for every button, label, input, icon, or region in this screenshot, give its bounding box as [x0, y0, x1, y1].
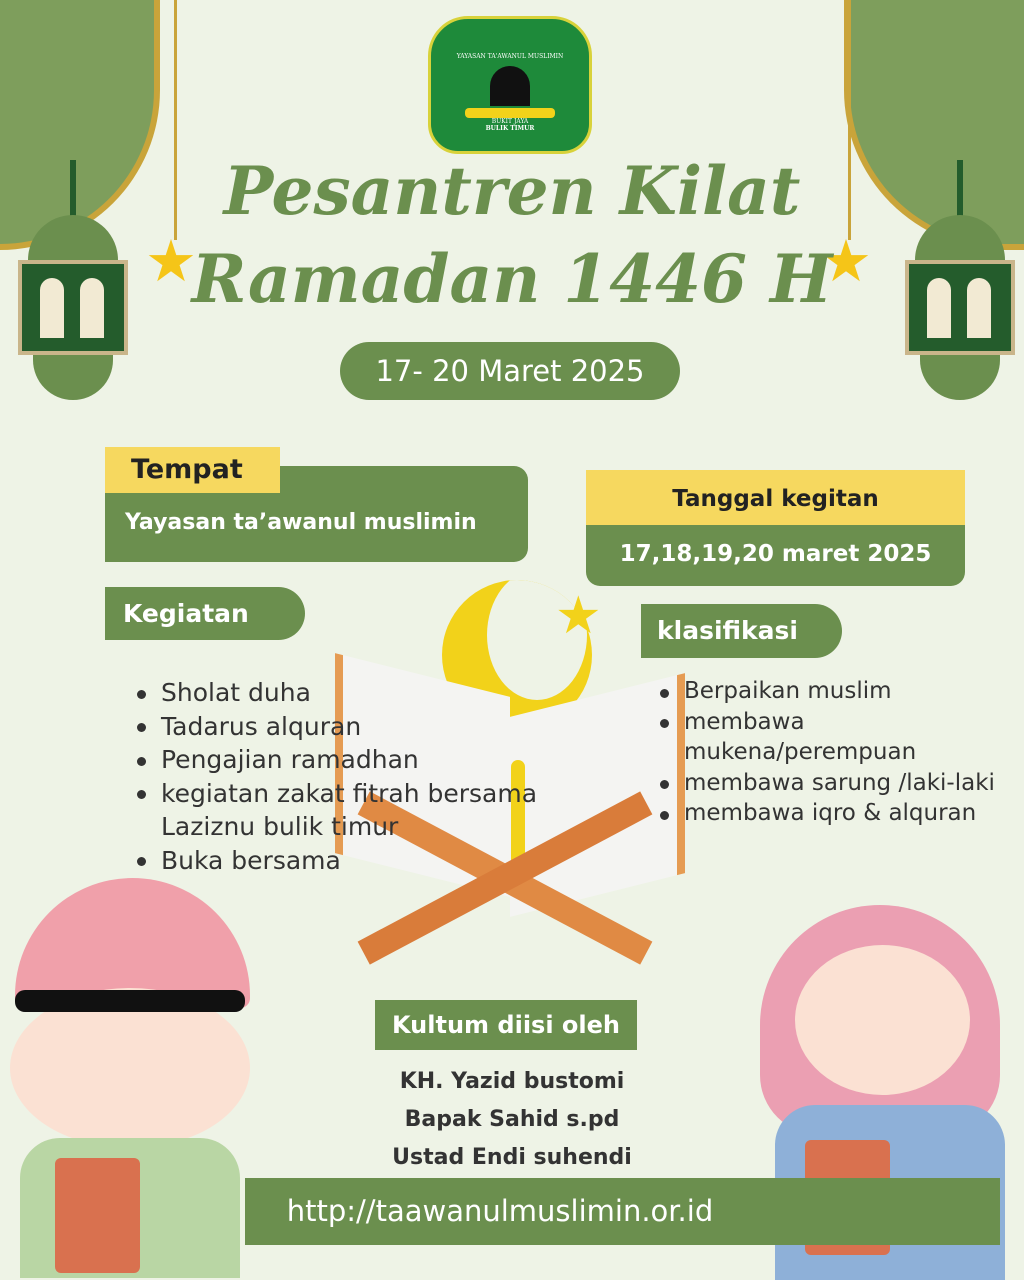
list-item: Tadarus alquran — [135, 710, 565, 744]
list-item: membawa iqro & alquran — [658, 798, 1018, 829]
logo-text: BULIK TIMUR — [485, 125, 535, 132]
speaker-name: Bapak Sahid s.pd — [404, 1107, 620, 1132]
title-line-2: Ramadan 1446 H — [191, 240, 833, 318]
tanggal-box — [586, 470, 965, 586]
logo-text: YAYASAN TA'AWANUL MUSLIMIN — [456, 53, 564, 60]
tanggal-value: 17,18,19,20 maret 2025 — [619, 541, 932, 567]
list-item: Pengajian ramadhan — [135, 743, 565, 777]
footer-bar — [245, 1178, 1000, 1245]
tempat-value: Yayasan ta’awanul muslimin — [125, 510, 477, 535]
title-line-1: Pesantren Kilat — [223, 152, 801, 230]
list-item: kegiatan zakat fitrah bersama Laziznu bulik timur — [135, 777, 555, 844]
speaker-name: Ustad Endi suhendi — [392, 1145, 632, 1170]
date-pill: 17- 20 Maret 2025 — [340, 342, 680, 400]
star-icon: ★ — [820, 227, 872, 295]
tanggal-label: Tanggal kegitan — [586, 470, 965, 525]
list-item: Berpaikan muslim — [658, 676, 1018, 707]
list-item: Sholat duha — [135, 676, 565, 710]
list-item: membawa sarung /laki-laki — [658, 768, 1018, 799]
tempat-label: Tempat — [105, 447, 280, 493]
logo — [428, 16, 592, 154]
list-item: membawa mukena/perempuan — [658, 707, 938, 768]
kultum-speakers — [312, 1063, 712, 1177]
website-link[interactable]: http://taawanulmuslimin.or.id — [286, 1194, 714, 1228]
list-item: Buka bersama — [135, 844, 565, 878]
logo-text: BUKIT JAYA — [491, 118, 529, 125]
star-icon: ★ — [145, 227, 197, 295]
kegiatan-label: Kegiatan — [105, 587, 305, 640]
klasifikasi-label: klasifikasi — [641, 604, 842, 658]
boy-illustration — [0, 878, 280, 1278]
kultum-label: Kultum diisi oleh — [375, 1000, 637, 1050]
star-icon: ★ — [555, 586, 602, 646]
kegiatan-list — [135, 676, 565, 877]
klasifikasi-list — [658, 676, 1018, 829]
speaker-name: KH. Yazid bustomi — [399, 1069, 625, 1094]
